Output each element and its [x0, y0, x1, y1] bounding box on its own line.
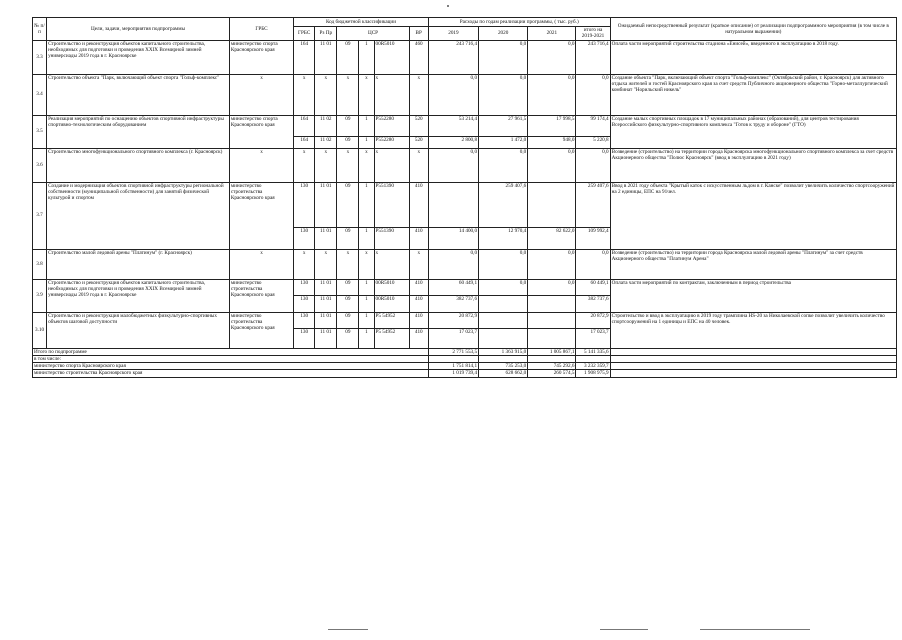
- code-rzpr: 11 01: [315, 227, 337, 249]
- code-csr-program: 09: [337, 136, 359, 148]
- amount-2020: 0,0: [479, 249, 528, 279]
- row-result: Создание объекта "Парк, включающий объект спорта "Гольф-комплекс" (Октябрьский район, г. Красноярск) для активного отдыха жителей и гостей Красноярского края за счет средств Публичного акционерного общества "Горно-металлургический комбинат "Норильский никель": [610, 74, 896, 115]
- code-rzpr: 11 01: [315, 312, 337, 328]
- table-row: [33, 182, 897, 227]
- code-csr-item: 00R5010: [374, 295, 409, 312]
- code-grbs: 164: [294, 136, 315, 148]
- row-number: 3.3: [33, 40, 47, 74]
- amount-2020: 0,0: [479, 279, 528, 295]
- code-csr-sub: 1: [359, 136, 374, 148]
- code-csr-item: 00R5010: [374, 40, 409, 74]
- totals-result-empty: [610, 355, 896, 362]
- code-csr-sub: x: [359, 249, 374, 279]
- amount-total: 60 449,1: [576, 279, 610, 295]
- code-vr: 410: [409, 328, 428, 348]
- code-csr-program: 09: [337, 312, 359, 328]
- code-csr-sub: 1: [359, 295, 374, 312]
- scan-mark: [700, 629, 810, 630]
- amount-2020: [479, 328, 528, 348]
- totals-2019: [428, 355, 478, 362]
- amount-2019: 0,0: [428, 74, 478, 115]
- amount-2019: 17 023,7: [428, 328, 478, 348]
- amount-total: 20 872,9: [576, 312, 610, 328]
- header-2020: 2020: [479, 27, 528, 41]
- code-csr-sub: 1: [359, 328, 374, 348]
- amount-2021: [528, 182, 576, 227]
- amount-2021: [528, 328, 576, 348]
- row-grbs: министерство строительства Красноярского края: [229, 312, 293, 348]
- scan-speck: [447, 5, 449, 7]
- row-grbs: министерство спорта Красноярского края: [229, 115, 293, 148]
- table-row: [33, 115, 897, 136]
- totals-result-empty: [610, 370, 896, 377]
- totals-total: 1 908 975,9: [576, 370, 610, 377]
- amount-total: 0,0: [576, 148, 610, 182]
- row-grbs: x: [229, 249, 293, 279]
- code-csr-sub: 1: [359, 40, 374, 74]
- table-row: [33, 312, 897, 328]
- row-grbs: министерство строительства Красноярского края: [229, 279, 293, 312]
- totals-row: [33, 370, 897, 377]
- amount-2021: 17 998,5: [528, 115, 576, 136]
- code-grbs: x: [294, 249, 315, 279]
- row-number: 3.7: [33, 182, 47, 249]
- code-grbs: 130: [294, 182, 315, 227]
- totals-total: [576, 355, 610, 362]
- row-number: 3.5: [33, 115, 47, 148]
- header-name: Цели, задачи, мероприятия подпрограммы: [47, 18, 230, 41]
- code-vr: x: [409, 74, 428, 115]
- totals-2021: 260 574,5: [528, 370, 576, 377]
- header-kbk: Код бюджетной классификации: [294, 18, 429, 27]
- totals-result-empty: [610, 348, 896, 355]
- amount-2019: 60 449,1: [428, 279, 478, 295]
- code-csr-sub: 1: [359, 182, 374, 227]
- code-vr: x: [409, 148, 428, 182]
- code-csr-program: 09: [337, 279, 359, 295]
- row-name: Строительство и реконструкция объектов капитального строительства, необходимых для подготовки и проведения XXIX Всемирной зимней универсиады 2019 года в г. Красноярске: [47, 40, 230, 74]
- code-grbs: 130: [294, 279, 315, 295]
- amount-2019: [428, 182, 478, 227]
- totals-2021: 745 292,6: [528, 363, 576, 370]
- row-number: 3.8: [33, 249, 47, 279]
- amount-2020: [479, 295, 528, 312]
- totals-body: [33, 348, 897, 377]
- code-grbs: 164: [294, 115, 315, 136]
- code-csr-sub: 1: [359, 312, 374, 328]
- amount-total: 5 220,8: [576, 136, 610, 148]
- amount-2021: 0,0: [528, 148, 576, 182]
- amount-2020: 0,0: [479, 74, 528, 115]
- code-csr-item: P5 54952: [374, 328, 409, 348]
- header-k-rzpr: Рз Пр: [315, 27, 337, 41]
- totals-2020: [479, 355, 528, 362]
- amount-total: 259 407,6: [576, 182, 610, 227]
- amount-2021: [528, 312, 576, 328]
- row-name: Строительство и реконструкция объектов капитального строительства, необходимых для подготовки и проведения XXIX Всемирной зимней универсиады 2019 года в г. Красноярске: [47, 279, 230, 312]
- header-expenses: Расходы по годам реализации программы, ( тыс. руб.): [428, 18, 610, 27]
- amount-2019: 0,0: [428, 249, 478, 279]
- amount-2019: 2 800,8: [428, 136, 478, 148]
- code-rzpr: 11 02: [315, 136, 337, 148]
- row-name: Строительство многофункционального спортивного комплекса (г. Красноярск): [47, 148, 230, 182]
- totals-2020: 628 662,0: [479, 370, 528, 377]
- row-number: 3.10: [33, 312, 47, 348]
- totals-total: 3 232 359,7: [576, 363, 610, 370]
- amount-2021: 0,0: [528, 74, 576, 115]
- code-csr-item: P551390: [374, 227, 409, 249]
- code-vr: 520: [409, 115, 428, 136]
- code-csr-item: P551390: [374, 182, 409, 227]
- amount-2019: 53 214,4: [428, 115, 478, 136]
- amount-2021: [528, 295, 576, 312]
- code-csr-program: 09: [337, 227, 359, 249]
- code-grbs: x: [294, 148, 315, 182]
- row-number: 3.9: [33, 279, 47, 312]
- code-rzpr: 11 01: [315, 295, 337, 312]
- amount-total: 0,0: [576, 249, 610, 279]
- amount-2020: 1 472,0: [479, 136, 528, 148]
- code-rzpr: 11 01: [315, 40, 337, 74]
- amount-2021: 948,0: [528, 136, 576, 148]
- code-rzpr: x: [315, 74, 337, 115]
- row-grbs: министерство спорта Красноярского края: [229, 40, 293, 74]
- amount-2020: [479, 312, 528, 328]
- totals-label: в том числе:: [33, 355, 429, 362]
- amount-2020: 0,0: [479, 40, 528, 74]
- totals-2021: 1 005 867,1: [528, 348, 576, 355]
- amount-total: 17 023,7: [576, 328, 610, 348]
- row-result: Ввод в 2021 году объекта "Крытый каток с искусственным льдом в г. Канске" позволит увеличить количество спортсооружений на 2 единицы, ЕПС на 91чел.: [610, 182, 896, 249]
- row-result: Строительство и ввод в эксплуатацию в 2019 году трамплина HS-20 за Николаевской сопке позволит увеличить количество спортсооружений на 1 единицы и ЕПС на 40 человек.: [610, 312, 896, 348]
- amount-2020: 259 407,6: [479, 182, 528, 227]
- row-result: Оплата части мероприятий по контрактам, заключенным в период строительства: [610, 279, 896, 312]
- code-csr-sub: 1: [359, 279, 374, 295]
- code-grbs: 164: [294, 40, 315, 74]
- table-body: [33, 40, 897, 348]
- amount-2019: 243 716,4: [428, 40, 478, 74]
- amount-2021: 0,0: [528, 249, 576, 279]
- code-grbs: 130: [294, 328, 315, 348]
- code-csr-program: 09: [337, 182, 359, 227]
- amount-total: 99 174,4: [576, 115, 610, 136]
- code-csr-item: x: [374, 249, 409, 279]
- header-grbs: ГРБС: [229, 18, 293, 41]
- totals-2020: 735 253,0: [479, 363, 528, 370]
- code-grbs: 130: [294, 312, 315, 328]
- totals-2020: 1 363 915,0: [479, 348, 528, 355]
- code-csr-item: x: [374, 148, 409, 182]
- row-name: Строительство малой ледовой арены "Платинум" (г. Красноярск): [47, 249, 230, 279]
- amount-2020: 27 961,5: [479, 115, 528, 136]
- code-csr-program: x: [337, 74, 359, 115]
- amount-total: 109 992,4: [576, 227, 610, 249]
- totals-2019: 1 019 739,4: [428, 370, 478, 377]
- amount-total: 243 716,4: [576, 40, 610, 74]
- amount-2019: 0,0: [428, 148, 478, 182]
- table-header: [33, 18, 897, 41]
- totals-label: министерство спорта Красноярского края: [33, 363, 429, 370]
- code-csr-item: P552280: [374, 136, 409, 148]
- code-csr-sub: 1: [359, 115, 374, 136]
- code-csr-item: 00R5010: [374, 279, 409, 295]
- code-csr-program: x: [337, 249, 359, 279]
- scan-mark: [600, 629, 648, 630]
- table-row: [33, 148, 897, 182]
- amount-2019: 14 400,0: [428, 227, 478, 249]
- amount-2020: 12 970,4: [479, 227, 528, 249]
- table-row: [33, 74, 897, 115]
- table-row: [33, 40, 897, 74]
- code-csr-item: P5 54952: [374, 312, 409, 328]
- table-row: [33, 249, 897, 279]
- code-vr: 410: [409, 279, 428, 295]
- header-k-grbs: ГРБС: [294, 27, 315, 41]
- code-csr-sub: x: [359, 148, 374, 182]
- row-number: 3.4: [33, 74, 47, 115]
- code-csr-program: 09: [337, 295, 359, 312]
- code-csr-sub: x: [359, 74, 374, 115]
- row-grbs: x: [229, 148, 293, 182]
- code-csr-program: 09: [337, 115, 359, 136]
- row-grbs: министерство строительства Красноярского края: [229, 182, 293, 249]
- totals-total: 5 141 335,6: [576, 348, 610, 355]
- row-result: Создание малых спортивных площадок в 17 муниципальных районах (образований), для центров тестирования Всероссийского физкультурно-спортивного комплекса "Готов к труду и обороне" (ГТО): [610, 115, 896, 148]
- header-2021: 2021: [528, 27, 576, 41]
- code-grbs: 130: [294, 295, 315, 312]
- scan-mark: [328, 629, 368, 630]
- row-name: Строительство объекта "Парк, включающий объект спорта "Гольф-комплекс": [47, 74, 230, 115]
- header-2019: 2019: [428, 27, 478, 41]
- code-csr-program: 09: [337, 40, 359, 74]
- row-result: Возведение (строительство) на территории города Красноярска многофункционального спортивного комплекса за счет средств Акционерного общества "Полюс Красноярск" (ввод в эксплуатацию в 2021 году): [610, 148, 896, 182]
- amount-2021: 82 622,0: [528, 227, 576, 249]
- code-rzpr: 11 01: [315, 182, 337, 227]
- code-rzpr: 11 02: [315, 115, 337, 136]
- amount-2020: 0,0: [479, 148, 528, 182]
- code-csr-item: P552280: [374, 115, 409, 136]
- header-no: № п/п: [33, 18, 47, 41]
- code-vr: 410: [409, 312, 428, 328]
- code-rzpr: x: [315, 148, 337, 182]
- code-vr: 410: [409, 295, 428, 312]
- amount-2019: 20 872,9: [428, 312, 478, 328]
- header-k-csr: ЦСР: [337, 27, 409, 41]
- totals-row: [33, 348, 897, 355]
- program-table: [32, 17, 897, 378]
- row-result: Оплата части мероприятий строительства стадиона «Енисей», введенного в эксплуатацию в 2018 году.: [610, 40, 896, 74]
- code-grbs: x: [294, 74, 315, 115]
- header-total: итого на 2019-2021: [576, 27, 610, 41]
- totals-2021: [528, 355, 576, 362]
- totals-row: [33, 363, 897, 370]
- code-vr: x: [409, 249, 428, 279]
- totals-2019: 2 771 553,5: [428, 348, 478, 355]
- amount-2021: 0,0: [528, 40, 576, 74]
- code-csr-sub: 1: [359, 227, 374, 249]
- row-grbs: x: [229, 74, 293, 115]
- amount-2019: 382 737,6: [428, 295, 478, 312]
- code-vr: 410: [409, 182, 428, 227]
- totals-row: [33, 355, 897, 362]
- header-k-vr: ВР: [409, 27, 428, 41]
- row-number: 3.6: [33, 148, 47, 182]
- row-name: Создание и модернизация объектов спортивной инфраструктуры региональной собственности (муниципальной собственности) для занятий физической культурой и спортом: [47, 182, 230, 249]
- amount-total: 382 737,6: [576, 295, 610, 312]
- code-csr-program: x: [337, 148, 359, 182]
- code-rzpr: x: [315, 249, 337, 279]
- totals-2019: 1 751 814,1: [428, 363, 478, 370]
- row-name: Строительство и реконструкция малобюджетных физкультурно-спортивных объектов шаговой доступности: [47, 312, 230, 348]
- amount-total: 0,0: [576, 74, 610, 115]
- table-row: [33, 279, 897, 295]
- totals-result-empty: [610, 363, 896, 370]
- code-vr: 520: [409, 136, 428, 148]
- header-result: Ожидаемый непосредственный результат (краткое описание) от реализации подпрограммного мероприятия (в том числе в натуральном выражении): [610, 18, 896, 41]
- code-vr: 460: [409, 40, 428, 74]
- code-rzpr: 11 01: [315, 328, 337, 348]
- row-name: Реализация мероприятий по оснащению объектов спортивной инфраструктуры спортивно-технологическим оборудованием: [47, 115, 230, 148]
- code-grbs: 130: [294, 227, 315, 249]
- totals-label: министерство строительства Красноярского края: [33, 370, 429, 377]
- code-vr: 410: [409, 227, 428, 249]
- row-result: Возведение (строительство) на территории города Красноярска малой ледовой арены "Платинум" за счет средств Акционерного общества "Платинум Арена": [610, 249, 896, 279]
- code-csr-item: x: [374, 74, 409, 115]
- totals-label: Итого по подпрограмме: [33, 348, 429, 355]
- code-rzpr: 11 01: [315, 279, 337, 295]
- amount-2021: 0,0: [528, 279, 576, 295]
- code-csr-program: 09: [337, 328, 359, 348]
